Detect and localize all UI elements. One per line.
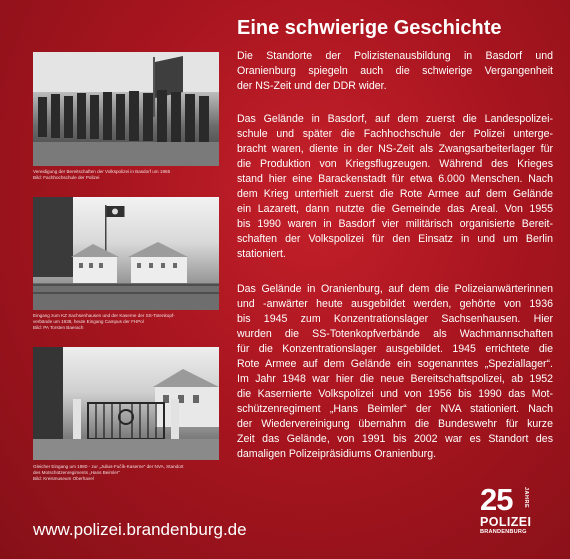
text-line: Zeit das Gelände, von 1991 bis 2002 war es Standort des: [237, 433, 553, 445]
barracks-gate-photo: [33, 347, 219, 460]
oranienburg-paragraph: [237, 282, 553, 462]
text-line: Rote Armee auf dem Gelände ein sogenanntes „Speziallager“.: [237, 358, 553, 370]
text-line: schaften der Volkspolizei für den Einsatz in und um Berlin: [237, 233, 553, 245]
text-line: Oranienburg spiegeln auch die schwierige Vergangenheit: [237, 65, 553, 77]
text-line: stand hier eine Barackenstadt für etwa 6.000 Menschen. Nach: [237, 173, 553, 185]
text-line: ein Lazarett, dann nutzte die Gemeinde das Areal. Von 1955: [237, 203, 553, 215]
text-line: Das Gelände in Oranienburg, auf dem die Polizeianwärterinnen: [237, 283, 553, 295]
police-anniversary-logo: [480, 484, 542, 544]
text-line: der Wiedervereinigung übernahm die Bundeswehr für kurze: [237, 418, 553, 430]
text-line: wurden die SS-Totenkopfverbände als Wachmannschaften: [237, 328, 553, 340]
text-line: Das Gelände in Basdorf, auf dem zuerst die Landespolizei-: [237, 113, 553, 125]
text-line: Die Standorte der Polizistenausbildung in Basdorf und: [237, 50, 553, 62]
text-line: für die Konzentrationslager ausgebildet. 1945 errichtete die: [237, 343, 553, 355]
caption-credit: Bild: Kreismuseum Oberhavel: [33, 476, 94, 481]
page-title: Eine schwierige Geschichte: [237, 17, 502, 39]
caption-line: Vereidigung der Bereitschaften der Volkspolizei in Basdorf um 1965: [33, 169, 171, 174]
logo-state: BRANDENBURG: [480, 529, 527, 535]
caption-line: verbände um 1938, heute Eingang Campus der FHPol: [33, 319, 144, 324]
text-line: damaligen Polizeipräsidiums Oranienburg.: [237, 448, 437, 460]
text-line: die Produktion von Kriegsflugzeugen. Während des Krieges: [237, 158, 553, 170]
text-line: Im Jahr 1948 war hier die neue Bereitschaftspolizei, ab 1952: [237, 373, 553, 385]
text-line: die Kasernierte Volkspolizei und von 1956 bis 1990 das Mot-: [237, 388, 553, 400]
text-line: dem Krieg unterhielt zuerst die Rote Armee auf dem Gelände: [237, 188, 553, 200]
caption-credit: Bild: Fachhochschule der Polizei: [33, 175, 100, 180]
text-line: schule und später die Fachhochschule der Polizei unterge-: [237, 128, 553, 140]
caption-3: [33, 464, 223, 482]
intro-paragraph: [237, 49, 553, 94]
text-line: der NS-Zeit und der DDR wider.: [237, 80, 387, 92]
basdorf-paragraph: [237, 112, 553, 262]
caption-2: [33, 313, 223, 331]
logo-jahre: JAHRE: [523, 487, 529, 509]
text-line: und -anwärter heute ausgebildet werden, gehörte von 1936: [237, 298, 553, 310]
camp-entrance-photo: [33, 197, 219, 310]
text-line: bracht waren, diente in der NS-Zeit als Zwangsarbeiterlager für: [237, 143, 553, 155]
caption-credit: Bild: PA Torsten Baerach: [33, 325, 84, 330]
text-line: bis 1945 zum Konzentrationslager Sachsenhausen. Hier: [237, 313, 553, 325]
text-line: stationiert.: [237, 248, 286, 260]
logo-number: 25: [480, 482, 513, 517]
text-line: schützenregiment „Hans Beimler“ der NVA stationiert. Nach: [237, 403, 553, 415]
caption-line: Eingang zum KZ Sachsenhausen und der Kaserne der SS-Totenkopf-: [33, 313, 175, 318]
caption-line: Gleicher Eingang um 1980 - zur „Julius-Fučík-Kaserne“ der NVA, Standort: [33, 464, 184, 469]
logo-polizei: POLIZEI: [480, 515, 532, 529]
caption-line: des Motschützenregiments „Hans Beimler“: [33, 470, 120, 475]
website-link[interactable]: www.polizei.brandenburg.de: [33, 520, 247, 539]
parade-photo: [33, 52, 219, 166]
caption-1: [33, 169, 223, 181]
text-line: bis 1990 waren in Basdorf vier militärisch organisierte Bereit-: [237, 218, 553, 230]
